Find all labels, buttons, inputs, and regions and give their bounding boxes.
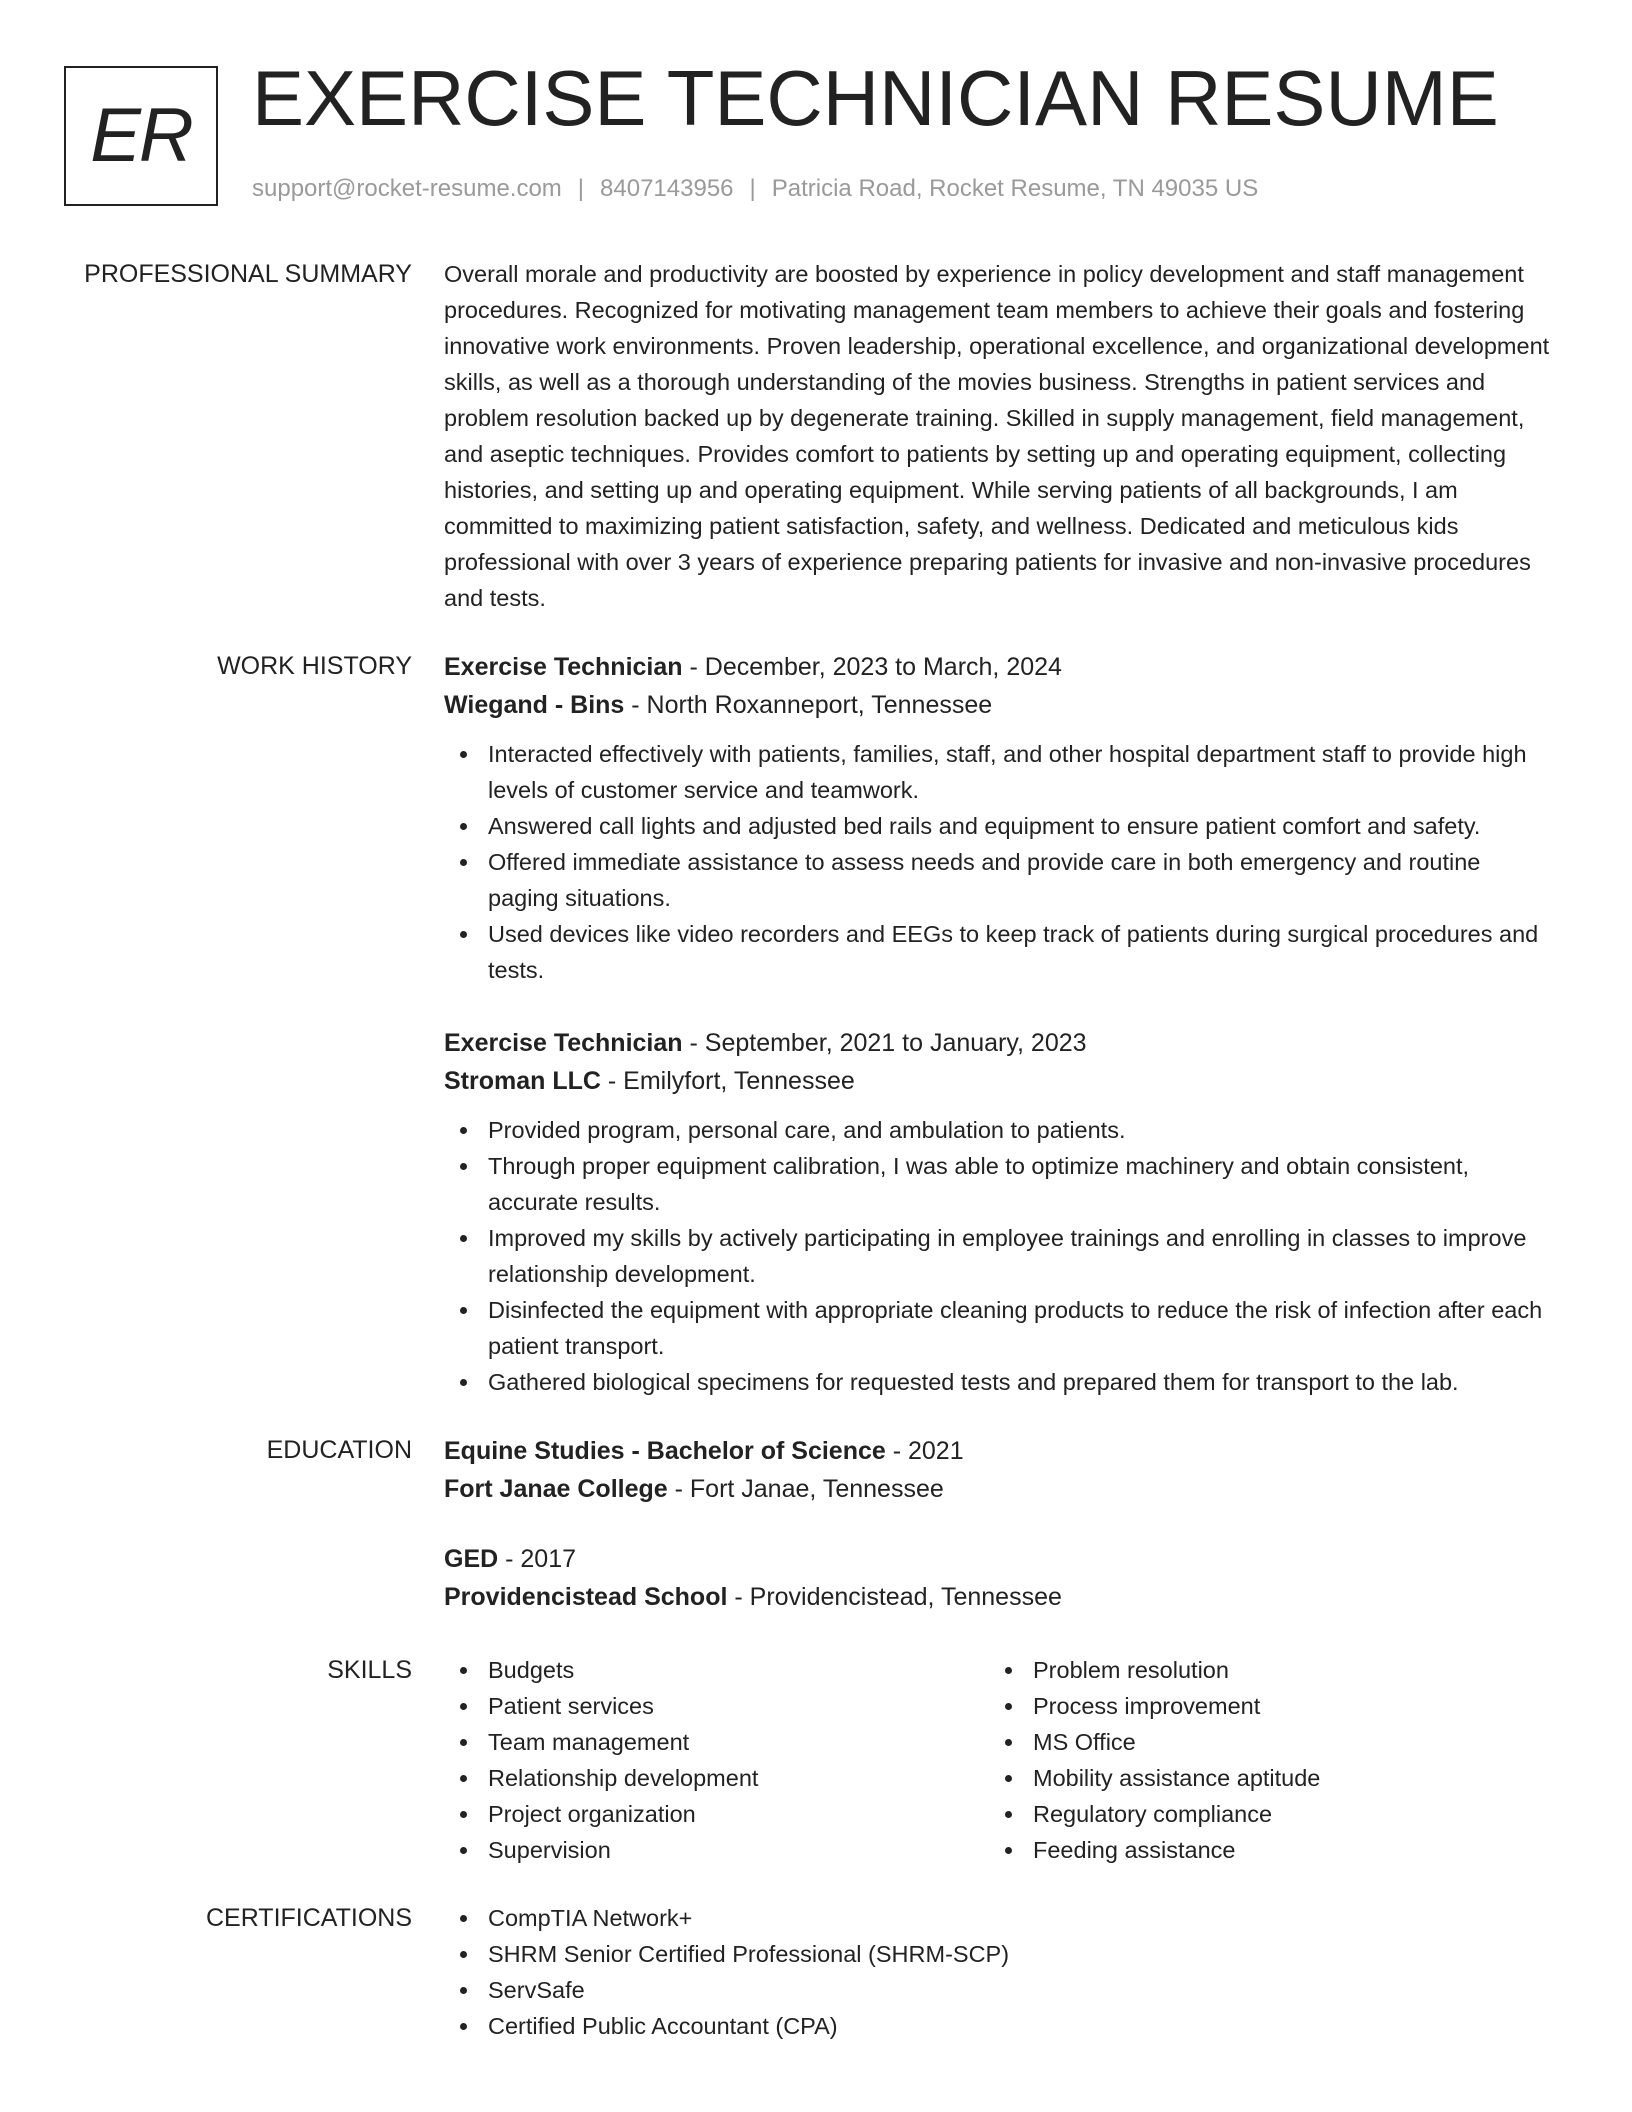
list-item: Certified Public Accountant (CPA) <box>444 2008 1554 2044</box>
section-body <box>444 1432 1554 1616</box>
list-item: Answered call lights and adjusted bed rails and equipment to ensure patient comfort and safety. <box>444 808 1554 844</box>
list-item: MS Office <box>989 1724 1534 1760</box>
school: Providencistead School <box>444 1583 728 1611</box>
section-body <box>444 1900 1554 2044</box>
education-entry <box>444 1432 1554 1508</box>
job-company: Wiegand - Bins <box>444 691 625 719</box>
degree-line <box>444 1432 1554 1470</box>
section-label: CERTIFICATIONS <box>205 1904 412 1932</box>
list-item: SHRM Senior Certified Professional (SHRM-SCP) <box>444 1936 1554 1972</box>
school-location: - Fort Janae, Tennessee <box>667 1475 944 1503</box>
job-location: - North Roxanneport, Tennessee <box>624 691 993 719</box>
list-item: Mobility assistance aptitude <box>989 1760 1534 1796</box>
section-label: SKILLS <box>327 1656 412 1684</box>
school-line <box>444 1578 1554 1616</box>
skills-grid <box>444 1652 1554 1868</box>
skills-list <box>444 1652 989 1868</box>
monogram-initials: ER <box>90 93 192 178</box>
contact-line <box>252 174 1258 204</box>
school-location: - Providencistead, Tennessee <box>727 1583 1062 1611</box>
job-company-line <box>444 1062 1554 1100</box>
contact-address: Patricia Road, Rocket Resume, TN 49035 US <box>771 175 1259 202</box>
section-label: EDUCATION <box>266 1436 412 1464</box>
contact-email[interactable]: support@rocket-resume.com <box>252 175 562 202</box>
graduation-year: - 2021 <box>885 1437 964 1465</box>
job-company: Stroman LLC <box>444 1067 601 1095</box>
skills-list <box>989 1652 1534 1868</box>
job-title: Exercise Technician <box>444 1029 683 1057</box>
job-dates: - September, 2021 to January, 2023 <box>682 1029 1087 1057</box>
list-item: Interacted effectively with patients, families, staff, and other hospital department staff to provide high levels of customer service and teamwork. <box>444 736 1554 808</box>
summary-text: Overall morale and productivity are boosted by experience in policy development and staff management procedures. Recognized for motivating management team members to achieve their goals and fostering innovative work environments. Proven leadership, operational excellence, and organizational development skills, as well as a thorough understanding of the movies business. Strengths in patient services and problem resolution backed up by degenerate training. Skilled in supply management, field management, and aseptic techniques. Provides comfort to patients by setting up and operating equipment, collecting histories, and setting up and operating equipment. While serving patients of all backgrounds, I am committed to maximizing patient satisfaction, safety, and wellness. Dedicated and meticulous kids professional with over 3 years of experience preparing patients for invasive and non-invasive procedures and tests. <box>444 261 1550 611</box>
contact-phone[interactable]: 8407143956 <box>600 175 734 202</box>
contact-separator: | <box>577 175 585 202</box>
skills-column-left <box>444 1652 989 1868</box>
list-item: Through proper equipment calibration, I was able to optimize machinery and obtain consistent, accurate results. <box>444 1148 1554 1220</box>
section-label: PROFESSIONAL SUMMARY <box>84 260 412 288</box>
list-item: Budgets <box>444 1652 989 1688</box>
degree-line <box>444 1540 1554 1578</box>
section-body <box>444 648 1554 1400</box>
skills-column-right <box>989 1652 1534 1868</box>
contact-separator: | <box>749 175 756 202</box>
list-item: Used devices like video recorders and EEGs to keep track of patients during surgical procedures and tests. <box>444 916 1554 988</box>
list-item: Project organization <box>444 1796 989 1832</box>
school-line <box>444 1470 1554 1508</box>
job-title: Exercise Technician <box>444 653 683 681</box>
job-dates: - December, 2023 to March, 2024 <box>682 653 1062 681</box>
list-item: Problem resolution <box>989 1652 1534 1688</box>
job-title-line <box>444 648 1554 686</box>
certifications-list <box>444 1900 1554 2044</box>
list-item: Patient services <box>444 1688 989 1724</box>
list-item: Process improvement <box>989 1688 1534 1724</box>
job-bullets <box>444 736 1554 988</box>
job-company-line <box>444 686 1554 724</box>
degree: GED <box>444 1545 499 1573</box>
section-label: WORK HISTORY <box>217 652 412 680</box>
job-location: - Emilyfort, Tennessee <box>600 1067 855 1095</box>
school: Fort Janae College <box>444 1475 668 1503</box>
list-item: Supervision <box>444 1832 989 1868</box>
job-entry <box>444 1024 1554 1400</box>
list-item: Gathered biological specimens for requested tests and prepared them for transport to the lab. <box>444 1364 1554 1400</box>
graduation-year: - 2017 <box>498 1545 577 1573</box>
list-item: Provided program, personal care, and ambulation to patients. <box>444 1112 1554 1148</box>
education-entry <box>444 1540 1554 1616</box>
job-entry <box>444 648 1554 988</box>
resume-title: EXERCISE TECHNICIAN RESUME <box>252 54 1499 142</box>
list-item: Disinfected the equipment with appropriate cleaning products to reduce the risk of infection after each patient transport. <box>444 1292 1554 1364</box>
list-item: Offered immediate assistance to assess needs and provide care in both emergency and routine paging situations. <box>444 844 1554 916</box>
monogram-logo <box>64 66 218 206</box>
job-bullets <box>444 1112 1554 1400</box>
list-item: Feeding assistance <box>989 1832 1534 1868</box>
list-item: Improved my skills by actively participating in employee trainings and enrolling in classes to improve relationship development. <box>444 1220 1554 1292</box>
list-item: Team management <box>444 1724 989 1760</box>
list-item: ServSafe <box>444 1972 1554 2008</box>
section-body <box>444 256 1554 616</box>
job-title-line <box>444 1024 1554 1062</box>
section-body <box>444 1652 1554 1868</box>
degree: Equine Studies - Bachelor of Science <box>444 1437 886 1465</box>
list-item: Regulatory compliance <box>989 1796 1534 1832</box>
list-item: CompTIA Network+ <box>444 1900 1554 1936</box>
list-item: Relationship development <box>444 1760 989 1796</box>
